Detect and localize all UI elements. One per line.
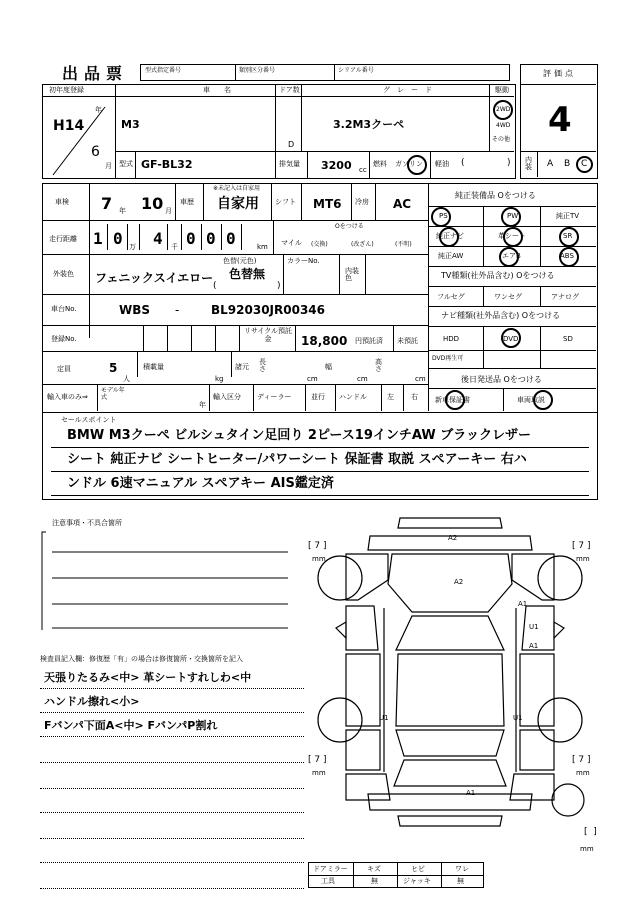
orig-color-value: 色替無 [229, 267, 266, 281]
shaken-month-unit: 月 [165, 207, 172, 215]
vin-prefix: WBS [119, 303, 151, 317]
tread-fl-mm: mm [312, 555, 326, 563]
mile-label: マイル [281, 239, 302, 247]
equip-leather-circle [503, 227, 523, 247]
interior-b: B [564, 159, 571, 169]
damage-a1-right: A1 [518, 600, 528, 608]
damage-a1-bottom: A1 [466, 789, 476, 797]
load-label: 積載量 [143, 363, 164, 371]
navi-title: ナビ種類(社外品含む) Oをつける [441, 311, 561, 320]
sen-unit: 千 [171, 243, 178, 251]
len-cm: cm [307, 375, 318, 383]
tread-spare-mm: mm [580, 845, 594, 853]
mileage-digit-7: 0 [206, 229, 216, 248]
inspector-line-2: ハンドル擦れ<小> [44, 695, 140, 708]
car-name: M3 [121, 118, 140, 131]
shaken-year: 7 [101, 194, 113, 213]
capacity-value: 5 [109, 361, 118, 375]
vin-label: 車台No. [51, 305, 77, 313]
first-reg-year: H14 [53, 118, 85, 134]
tread-fr-mm: mm [576, 555, 590, 563]
grade-label: グ レ ー ド [383, 86, 432, 94]
model-value: GF-BL32 [141, 158, 193, 171]
caution-bracket [40, 518, 300, 638]
import-parallel: 並行 [311, 393, 325, 401]
tv-full: フルセグ [437, 293, 465, 301]
car-damage-diagram [300, 510, 600, 870]
equip-ps: PS [439, 212, 448, 220]
tread-fl: [ 7 ] [308, 541, 327, 551]
handle-label: ハンドル [339, 393, 367, 401]
equip-sr-circle [559, 227, 579, 247]
mileage-swap: (交換) [311, 241, 328, 248]
paren-close: ) [507, 158, 511, 168]
sales-line-2: シート 純正ナビ シートヒーター/パワーシート 保証書 取説 スペアーキー 右ハ [67, 452, 527, 467]
equip-ps-circle [431, 207, 451, 227]
tread-fr: [ 7 ] [572, 541, 591, 551]
evaluation-box [520, 64, 598, 179]
equip-tv: 純正TV [556, 212, 580, 220]
mileage-digit-8: 0 [226, 229, 236, 248]
interior-c: C [581, 159, 588, 169]
equip-abs-circle [559, 247, 579, 267]
sales-line-3: ンドル 6速マニュアル スペアキー AIS鑑定済 [67, 476, 334, 491]
mileage-note: Oをつける [335, 223, 364, 230]
footer-r1: 工具 [321, 877, 335, 885]
import-label: 輸入車のみ⇒ [47, 393, 88, 401]
mileage-digit-6: 0 [186, 229, 196, 248]
kg-unit: kg [215, 375, 224, 383]
equipment-footer-table [308, 862, 484, 888]
sales-points-block [42, 412, 598, 500]
history-label: 車歴 [180, 198, 194, 206]
fuel-gasoline: ガソリン [395, 160, 423, 168]
damage-u1-left-wheel: U1 [379, 714, 389, 722]
displacement-value: 3200 [321, 159, 352, 172]
interior-a: A [547, 159, 554, 169]
man-unit: 万 [129, 243, 136, 251]
car-name-label: 車 名 [203, 86, 231, 94]
capacity-unit: 人 [123, 375, 130, 383]
recycle-paid: 円預託済 [355, 337, 383, 345]
orig-paren-open: ( [213, 281, 217, 291]
mileage-label: 走行距離 [49, 235, 77, 243]
mileage-unknown: (不明) [395, 241, 412, 248]
manual-circle [533, 390, 553, 410]
month-unit: 月 [105, 162, 112, 170]
tread-rr: [ 7 ] [572, 755, 591, 765]
equip-pw-circle [501, 207, 521, 227]
mileage-digit-4: 4 [153, 229, 163, 248]
header-id-row [140, 64, 510, 81]
int-color-label: 内装色 [345, 267, 359, 282]
recycle-label: リサイクル預託金 [243, 327, 293, 343]
mileage-digit-2: 0 [113, 229, 123, 248]
door-suffix: D [288, 140, 295, 149]
mileage-digit-1: 1 [93, 229, 103, 248]
dvd-play: DVD再生可 [432, 355, 464, 362]
import-dealer: ディーラー [257, 393, 292, 401]
equip-aw: 純正AW [438, 252, 464, 260]
displacement-label: 排気量 [279, 160, 300, 168]
inspector-line-3: Fバンパ下面A<中> FバンパP割れ [44, 719, 218, 732]
eval-score: 4 [548, 100, 572, 140]
orig-paren-close: ) [277, 281, 281, 291]
equip-navi-circle [439, 227, 459, 247]
basic-info-block [42, 84, 516, 179]
equip-pw: PW [507, 212, 519, 220]
tread-rr-mm: mm [576, 769, 590, 777]
handle-left: 左 [387, 393, 394, 401]
history-note: ※未記入は自家用 [213, 185, 261, 192]
len-label: 長さ [259, 358, 266, 373]
sheet-title: 出品票 [62, 64, 129, 83]
light-oil-label: 軽油 [435, 160, 449, 168]
interior-label: 内装 [525, 156, 532, 171]
grade-value: 3.2M3クーペ [333, 118, 405, 131]
interior-c-circle [576, 156, 593, 173]
tv-analog: アナログ [551, 293, 579, 301]
footer-h3: ヒビ [411, 865, 425, 873]
type-cert-label: 型式指定番号 [145, 67, 182, 74]
damage-a1-right-2: A1 [529, 642, 539, 650]
tread-rl: [ 7 ] [308, 755, 327, 765]
footer-r3: ジャッキ [403, 877, 431, 885]
class-label: 類別区分番号 [239, 67, 276, 74]
caution-label: 注意事項・不具合箇所 [52, 519, 122, 527]
vin-dash: - [175, 303, 180, 317]
navi-hdd: HDD [443, 335, 460, 343]
damage-a2-hood: A2 [454, 578, 464, 586]
shaken-label: 車検 [55, 198, 69, 206]
equip-navi: 純正ナビ [436, 232, 464, 240]
color-no-label: カラーNo. [287, 257, 320, 265]
model-label: 型式 [119, 160, 133, 168]
wid-label: 幅 [325, 363, 332, 371]
later-title: 後日発送品 Oをつける [461, 375, 542, 384]
tv-one: ワンセグ [494, 293, 522, 301]
year-unit: 年 [95, 106, 102, 114]
dim-label: 諸元 [235, 363, 249, 371]
equip-airbag-circle [499, 247, 519, 267]
navi-sd: SD [563, 335, 573, 343]
damage-u1-right-wheel: U1 [513, 714, 523, 722]
drive-4wd: 4WD [496, 122, 511, 129]
hgt-label: 高さ [375, 358, 382, 373]
damage-u1-right: U1 [529, 623, 539, 631]
recycle-value: 18,800 [301, 334, 348, 348]
first-reg-month: 6 [91, 144, 100, 160]
drive-2wd: 2WD [496, 106, 511, 113]
hgt-cm: cm [415, 375, 426, 383]
details-block [42, 183, 598, 413]
damage-a2-top: A2 [448, 534, 458, 542]
history-value: 自家用 [217, 196, 259, 212]
warranty-circle [445, 390, 465, 410]
footer-h2: キズ [367, 865, 381, 873]
import-class-label: 輸入区分 [213, 393, 241, 401]
shaken-month: 10 [141, 194, 164, 213]
fuel-circle [407, 155, 427, 175]
ac-label: 冷房 [355, 198, 369, 206]
drive-2wd-circle [493, 100, 513, 120]
reg-label: 登録No. [51, 335, 77, 343]
mileage-modified: (改ざん) [351, 241, 374, 248]
inspector-line-1: 天張りたるみ<中> 革シートすれしわ<中 [44, 671, 252, 684]
equip-airbag: エアB [502, 252, 521, 260]
shaken-year-unit: 年 [119, 207, 126, 215]
paren-open: ( [461, 158, 465, 168]
model-year-label: モデル年式 [101, 387, 125, 401]
later-warranty: 新車保証書 [435, 396, 470, 404]
model-year-unit: 年 [199, 401, 206, 409]
wid-cm: cm [357, 375, 368, 383]
footer-r2: 無 [371, 877, 378, 885]
inspector-label: 検査員記入欄：修復歴「有」の場合は修復箇所・交換箇所を記入 [40, 655, 243, 663]
doors-label: ドア数 [279, 86, 300, 94]
shift-label: シフト [275, 198, 296, 206]
shift-value: MT6 [313, 197, 342, 211]
drive-other: その他 [492, 136, 511, 143]
navi-dvd-circle [501, 328, 521, 348]
footer-h1: ドアミラー [313, 865, 348, 873]
sales-line-1: BMW M3クーペ ビルシュタイン足回り 2ピース19インチAW ブラックレザー [67, 428, 531, 443]
equip-abs: ABS [560, 252, 574, 260]
capacity-label: 定員 [57, 365, 71, 373]
ac-value: AC [393, 197, 412, 211]
footer-h4: ワレ [455, 865, 469, 873]
equip-leather: 革シート [498, 232, 526, 240]
equip-title: 純正装備品 Oをつける [455, 191, 536, 200]
orig-color-label: 色替(元色) [223, 257, 257, 265]
navi-dvd: DVD [503, 335, 519, 343]
ext-color-label: 外装色 [53, 270, 74, 278]
handle-right: 右 [411, 393, 418, 401]
eval-label: 評価点 [543, 69, 576, 78]
first-reg-label: 初年度登録 [49, 86, 84, 94]
cc-unit: cc [359, 166, 367, 174]
tv-title: TV種類(社外品含む) Oをつける [441, 271, 555, 280]
fuel-label: 燃料 [373, 160, 387, 168]
sales-label: セールスポイント [61, 416, 117, 424]
equip-sr: SR [563, 232, 573, 240]
km-unit: km [257, 243, 268, 251]
later-manual: 車両取説 [517, 396, 545, 404]
tread-rl-mm: mm [312, 769, 326, 777]
serial-label: シリアル番号 [338, 67, 374, 74]
footer-r4: 無 [457, 877, 464, 885]
vin-number: BL92030JR00346 [211, 303, 325, 317]
tread-spare: [ ] [584, 827, 597, 837]
drive-label: 駆動 [495, 86, 509, 94]
ext-color-value: フェニックスイエロー [95, 271, 214, 285]
recycle-unpaid: 未預託 [397, 337, 418, 345]
